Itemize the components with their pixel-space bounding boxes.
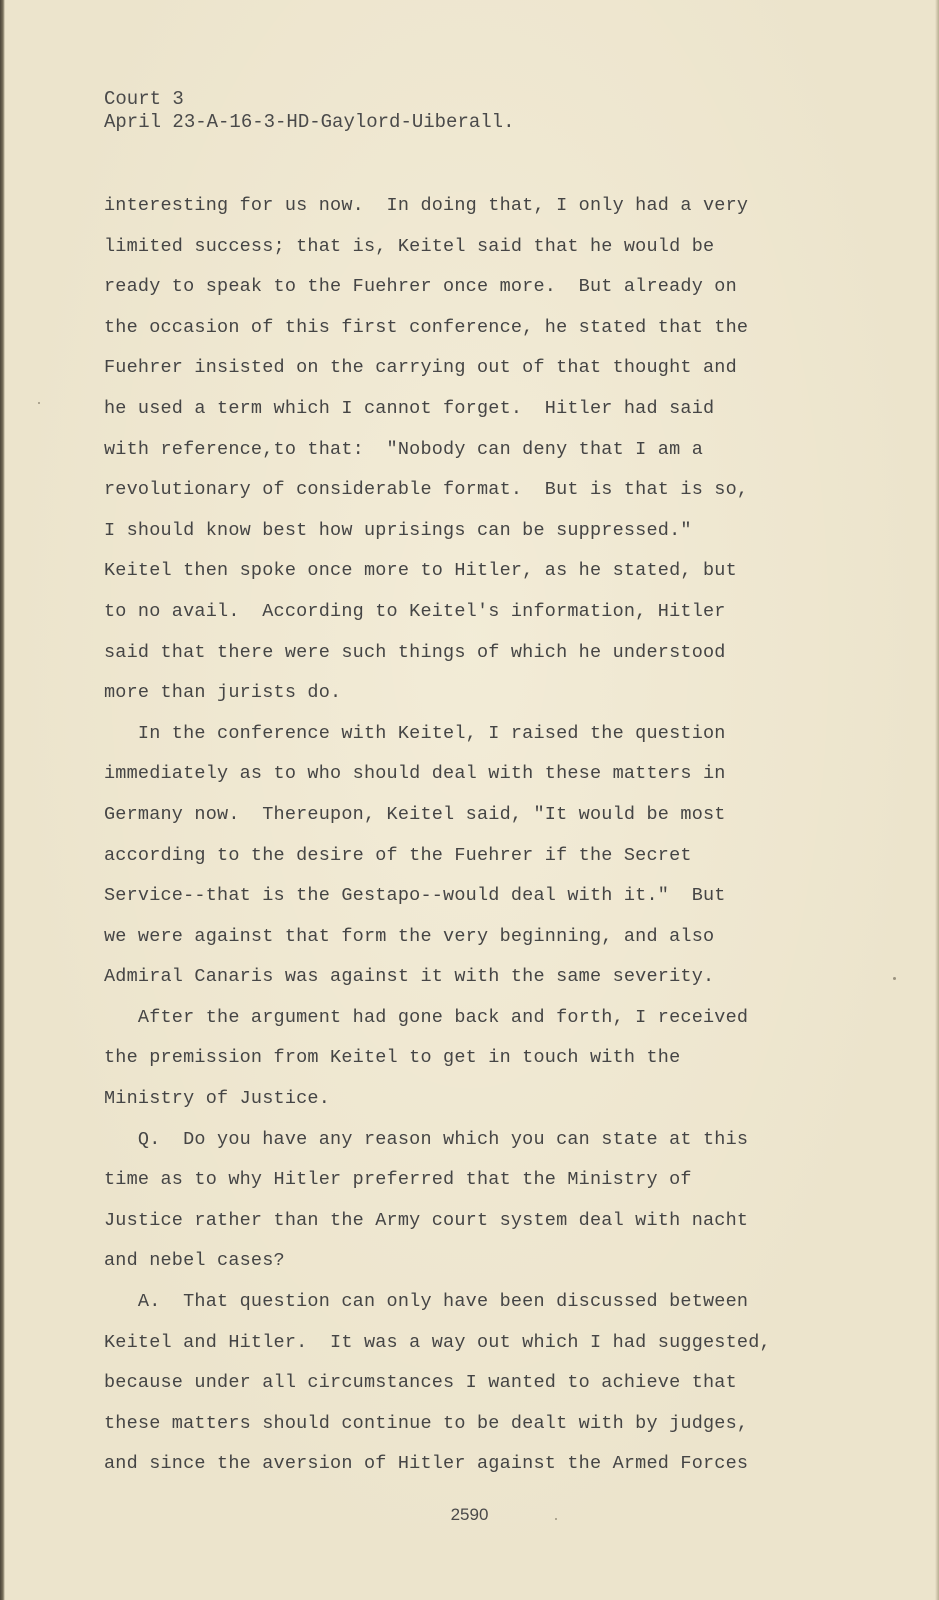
text-line: Admiral Canaris was against it with the same severity. — [104, 966, 715, 988]
text-line: according to the desire of the Fuehrer if the Secret — [104, 844, 692, 866]
page-edge — [935, 0, 939, 1600]
text-line: these matters should continue to be dealt with by judges, — [104, 1412, 749, 1434]
text-line: Fuehrer insisted on the carrying out of that thought and — [104, 357, 737, 379]
paper-speck — [38, 402, 40, 404]
paper-speck — [555, 1518, 557, 1520]
binding-edge — [0, 0, 5, 1600]
text-line: interesting for us now. In doing that, I only had a very — [104, 195, 749, 216]
text-line: and nebel cases? — [104, 1250, 285, 1272]
text-line: he used a term which I cannot forget. Hitler had said — [104, 397, 715, 419]
text-line: time as to why Hitler preferred that the Ministry of — [104, 1169, 692, 1191]
text-line: to no avail. According to Keitel's information, Hitler — [104, 600, 726, 622]
text-line: Q. Do you have any reason which you can state at this — [104, 1128, 749, 1150]
page-number: 2590 — [450, 1505, 489, 1524]
text-line: immediately as to who should deal with these matters in — [104, 763, 726, 785]
text-line: said that there were such things of which he understood — [104, 641, 726, 663]
text-line: Keitel and Hitler. It was a way out which I had suggested, — [104, 1331, 771, 1353]
text-line: In the conference with Keitel, I raised the question — [104, 722, 726, 744]
text-line: Germany now. Thereupon, Keitel said, "It would be most — [104, 803, 726, 825]
court-label: Court 3 — [104, 88, 184, 110]
text-line: After the argument had gone back and forth, I received — [104, 1006, 749, 1028]
text-line: Ministry of Justice. — [104, 1088, 331, 1110]
paper-speck — [893, 977, 896, 980]
text-line: Justice rather than the Army court system deal with nacht — [104, 1209, 749, 1231]
text-line: limited success; that is, Keitel said that he would be — [104, 235, 715, 257]
text-line: because under all circumstances I wanted to achieve that — [104, 1372, 737, 1394]
text-line: we were against that form the very beginning, and also — [104, 925, 715, 947]
session-reference: April 23-A-16-3-HD-Gaylord-Uiberall. — [104, 111, 515, 133]
text-line: and since the aversion of Hitler against the Armed Forces — [104, 1453, 749, 1475]
text-line: revolutionary of considerable format. But is that is so, — [104, 479, 749, 501]
text-line: the occasion of this first conference, he stated that the — [104, 316, 749, 338]
text-line: with reference,to that: "Nobody can deny that I am a — [104, 438, 703, 460]
document-header — [104, 88, 514, 134]
text-line: I should know best how uprisings can be suppressed." — [104, 519, 692, 541]
text-line: Keitel then spoke once more to Hitler, as he stated, but — [104, 560, 737, 582]
text-line: more than jurists do. — [104, 682, 342, 704]
text-line: A. That question can only have been discussed between — [104, 1291, 749, 1313]
text-line: Service--that is the Gestapo--would deal with it." But — [104, 885, 726, 907]
transcript-body — [104, 186, 924, 1485]
text-line: ready to speak to the Fuehrer once more. But already on — [104, 276, 737, 298]
text-line: the premission from Keitel to get in touch with the — [104, 1047, 681, 1069]
